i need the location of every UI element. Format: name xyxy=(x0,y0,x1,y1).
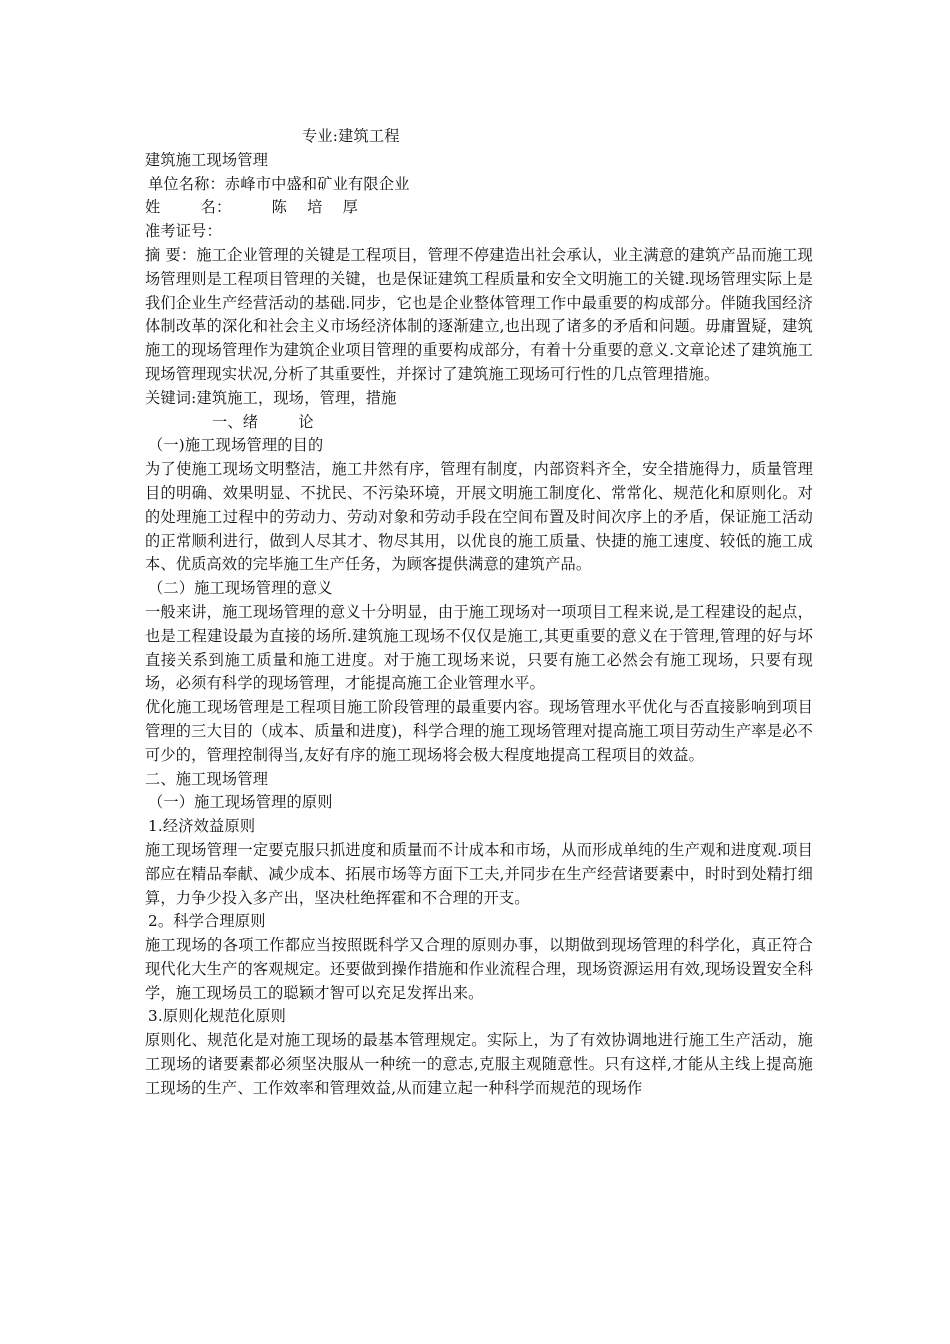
author-name-line: 姓 名： 陈 培 厚 xyxy=(145,198,358,217)
section-1-1-heading: （一)施工现场管理的目的 xyxy=(148,436,324,455)
unit-line: 单位名称：赤峰市中盛和矿业有限企业 xyxy=(148,174,410,193)
section-1-heading: 一、绪 论 xyxy=(212,412,314,431)
document-title: 建筑施工现场管理 xyxy=(145,150,269,169)
section-1-2-paragraph-1: 一般来讲，施工现场管理的意义十分明显，由于施工现场对一项项目工程来说,是工程建设的起点，也是工程建设最为直接的场所.建筑施工现场不仅仅是施工,其更重要的意义在于管理,管理的好与坏直接关系到施工质量和施工进度。对于施工现场来说，只要有施工必然会有施工现场，只要有现场，必须有科学的现场管理，才能提高施工企业管理水平。 xyxy=(145,602,813,693)
section-1-2-paragraph-2: 优化施工现场管理是工程项目施工阶段管理的最重要内容。现场管理水平优化与否直接影响到项目管理的三大目的（成本、质量和进度)，科学合理的施工现场管理对提高施工项目劳动生产率是必不可少的，管理控制得当,友好有序的施工现场将会极大程度地提高工程项目的效益。 xyxy=(145,698,813,764)
subject-line: 专业:建筑工程 xyxy=(302,127,400,145)
principle-1-paragraph: 施工现场管理一定要克服只抓进度和质量而不计成本和市场，从而形成单纯的生产观和进度观.项目部应在精品奉献、减少成本、拓展市场等方面下工夫,并同步在生产经营诸要素中，时时到处精打细算，力争少投入多产出，坚决杜绝挥霍和不合理的开支。 xyxy=(145,840,813,907)
abstract-paragraph: 摘 要：施工企业管理的关键是工程项目，管理不停建造出社会承认，业主满意的建筑产品而施工现场管理则是工程项目管理的关键，也是保证建筑工程质量和安全文明施工的关键.现场管理实际上是我们企业生产经营活动的基础.同步，它也是企业整体管理工作中最重要的构成部分。伴随我国经济体制改革的深化和社会主义市场经济体制的逐渐建立,也出现了诸多的矛盾和问题。毋庸置疑，建筑施工的现场管理作为建筑企业项目管理的重要构成部分，有着十分重要的意义.文章论述了建筑施工现场管理现实状况,分析了其重要性，并探讨了建筑施工现场可行性的几点管理措施。 xyxy=(145,245,813,383)
keywords-line: 关键词:建筑施工，现场，管理，措施 xyxy=(145,388,397,407)
exam-id-line: 准考证号： xyxy=(145,222,222,241)
principle-2-heading: 2。科学合理原则 xyxy=(148,912,266,931)
section-2-1-heading: （一）施工现场管理的原则 xyxy=(148,793,333,812)
principle-2-paragraph: 施工现场的各项工作都应当按照既科学又合理的原则办事，以期做到现场管理的科学化，真正符合现代化大生产的客观规定。还要做到操作措施和作业流程合理，现场资源运用有效,现场设置安全科学，施工现场员工的聪颖才智可以充足发挥出来。 xyxy=(145,936,813,1002)
principle-3-paragraph: 原则化、规范化是对施工现场的最基本管理规定。实际上，为了有效协调地进行施工生产活动，施工现场的诸要素都必须坚决服从一种统一的意志,克服主观随意性。只有这样,才能从主线上提高施工现场的生产、工作效率和管理效益,从而建立起一种科学而规范的现场作 xyxy=(145,1031,813,1097)
section-2-heading: 二、施工现场管理 xyxy=(145,769,269,788)
document-body xyxy=(145,125,813,1101)
section-1-2-heading: （二）施工现场管理的意义 xyxy=(148,579,333,598)
principle-3-heading: 3.原则化规范化原则 xyxy=(148,1007,286,1026)
section-1-1-paragraph: 为了使施工现场文明整洁，施工井然有序，管理有制度，内部资料齐全，安全措施得力，质量管理目的明确、效果明显、不扰民、不污染环境，开展文明施工制度化、常常化、规范化和原则化。对的处理施工过程中的劳动力、劳动对象和劳动手段在空间布置及时间次序上的矛盾，保证施工活动的正常顺利进行，做到人尽其才、物尽其用，以优良的施工质量、快捷的施工速度、较低的施工成本、优质高效的完毕施工生产任务，为顾客提供满意的建筑产品。 xyxy=(145,460,813,574)
principle-1-heading: 1.经济效益原则 xyxy=(148,817,256,836)
